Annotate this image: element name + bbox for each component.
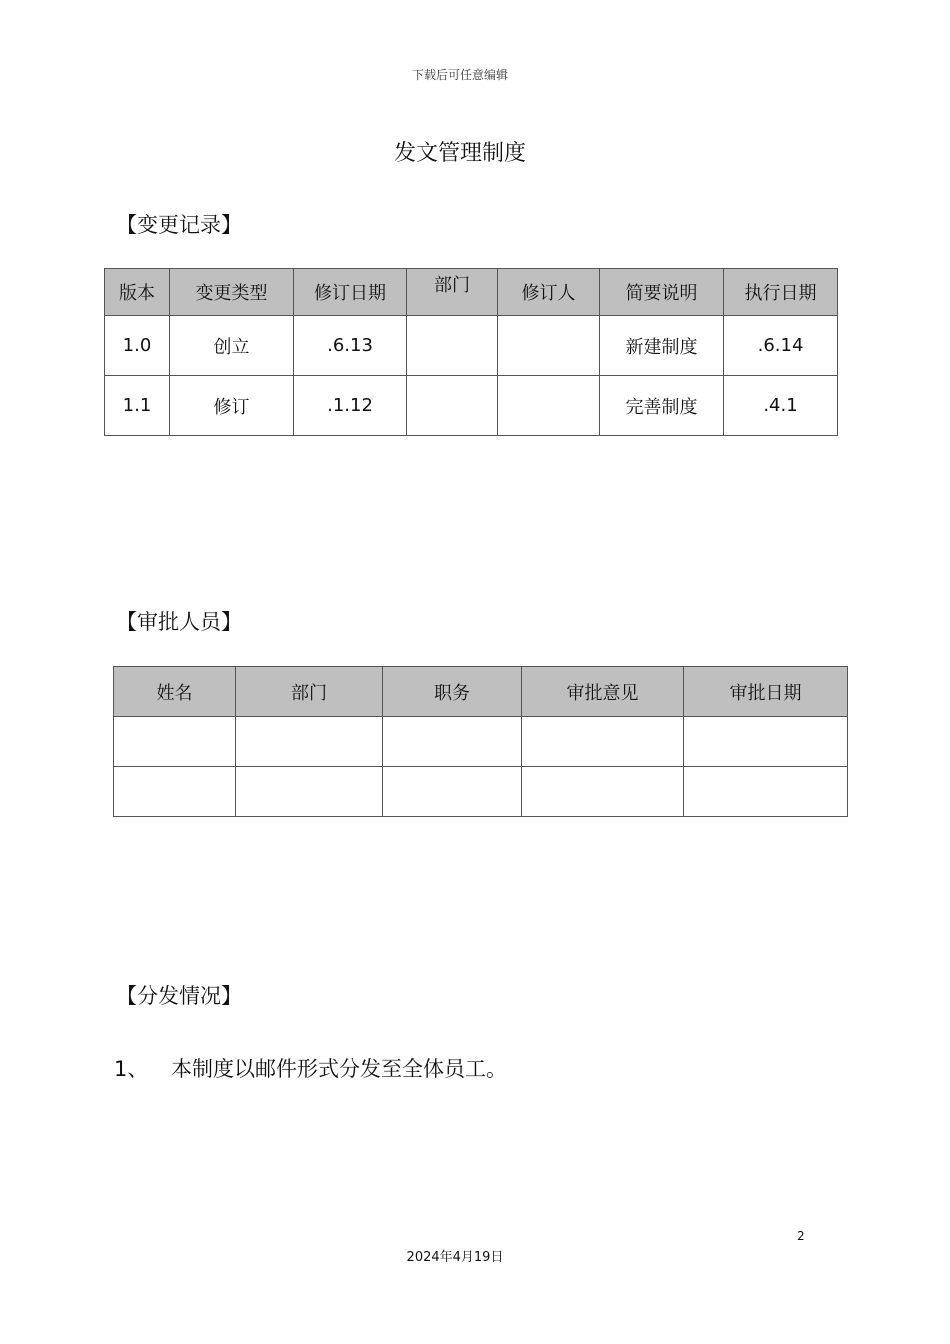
- column-header-revision-date: 修订日期: [294, 269, 407, 316]
- table-cell: [383, 717, 522, 767]
- table-cell: .6.14: [724, 316, 838, 376]
- table-cell: 新建制度: [600, 316, 724, 376]
- column-header-department: 部门: [236, 667, 383, 717]
- list-item-number: 1、: [114, 1057, 149, 1081]
- column-header-approval-opinion: 审批意见: [522, 667, 684, 717]
- header-note: 下载后可任意编辑: [411, 68, 508, 82]
- table-cell: 1.1: [105, 376, 170, 436]
- table-cell: 创立: [170, 316, 294, 376]
- column-header-summary: 简要说明: [600, 269, 724, 316]
- table-cell: .4.1: [724, 376, 838, 436]
- table-cell: .6.13: [294, 316, 407, 376]
- table-cell: [684, 717, 848, 767]
- change-record-heading: 【变更记录】: [116, 213, 242, 237]
- table-cell: [383, 767, 522, 817]
- table-row: [105, 316, 838, 376]
- table-cell: [236, 717, 383, 767]
- footer-date: 2024年4月19日: [406, 1250, 504, 1265]
- approvers-table: [113, 666, 848, 817]
- table-header-row: [105, 269, 838, 316]
- table-cell: 修订: [170, 376, 294, 436]
- table-cell: [114, 767, 236, 817]
- document-title: 发文管理制度: [393, 141, 526, 166]
- column-header-reviser: 修订人: [498, 269, 600, 316]
- column-header-version: 版本: [105, 269, 170, 316]
- table-cell: [498, 316, 600, 376]
- table-cell: [522, 717, 684, 767]
- distribution-heading: 【分发情况】: [116, 984, 242, 1008]
- column-header-position: 职务: [383, 667, 522, 717]
- table-cell: [407, 376, 498, 436]
- column-header-approval-date: 审批日期: [684, 667, 848, 717]
- change-record-table: [104, 268, 838, 436]
- table-cell: [684, 767, 848, 817]
- table-row: [105, 376, 838, 436]
- column-header-effective-date: 执行日期: [724, 269, 838, 316]
- table-row: [114, 717, 848, 767]
- table-row: [114, 767, 848, 817]
- table-cell: [407, 316, 498, 376]
- table-cell: [522, 767, 684, 817]
- column-header-change-type: 变更类型: [170, 269, 294, 316]
- table-cell: 1.0: [105, 316, 170, 376]
- page-number: 2: [797, 1229, 805, 1243]
- table-header-row: [114, 667, 848, 717]
- table-cell: .1.12: [294, 376, 407, 436]
- column-header-department: 部门: [407, 269, 498, 316]
- list-item-text: 本制度以邮件形式分发至全体员工。: [171, 1057, 507, 1081]
- table-cell: [236, 767, 383, 817]
- table-cell: [498, 376, 600, 436]
- table-cell: 完善制度: [600, 376, 724, 436]
- table-cell: [114, 717, 236, 767]
- approvers-heading: 【审批人员】: [116, 610, 242, 634]
- list-item: [114, 1053, 507, 1083]
- column-header-name: 姓名: [114, 667, 236, 717]
